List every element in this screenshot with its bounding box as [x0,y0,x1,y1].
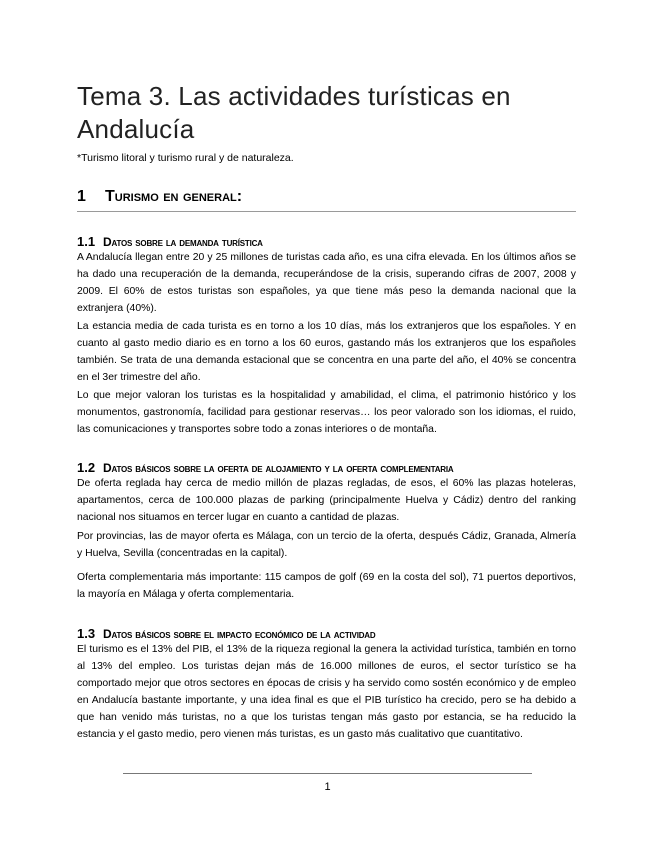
paragraph: De oferta reglada hay cerca de medio millón de plazas regladas, de esos, el 60% las plazas hoteleras, apartamentos, cerca de 100.000 plazas de parking (principalmente Huelva y Cádiz) dentro del ranking nacional nos situamos en tercer lugar en cuanto a cantidad de plazas. [77,478,576,523]
subsection-number: 1.2 [77,460,96,475]
subsection-heading-1-1 [77,234,263,250]
page-number: 1 [324,781,331,793]
section-number: 1 [77,188,86,205]
paragraph: Oferta complementaria más importante: 115 campos de golf (69 en la costa del sol), 71 puertos deportivos, la mayoría en Málaga y oferta complementaria. [77,572,576,600]
footer-divider [123,773,532,774]
paragraph: Por provincias, las de mayor oferta es Málaga, con un tercio de la oferta, después Cádiz, Granada, Almería y Huelva, Sevilla (concentradas en la capital). [77,531,576,559]
paragraph: La estancia media de cada turista es en torno a los 10 días, más los extranjeros que los españoles. Y en cuanto al gasto medio diario es en torno a los 60 euros, gastando más los extranjeros que los españoles también. Se trata de una demanda estacional que se concentra en una parte del año, el 40% se concentra en el 3er trimestre del año. [77,321,576,383]
document-title: Tema 3. Las actividades turísticas en Andalucía [77,81,511,144]
subsection-title: Datos básicos sobre el impacto económico de la actividad [103,627,376,641]
subsection-number: 1.3 [77,626,96,641]
paragraph: Lo que mejor valoran los turistas es la hospitalidad y amabilidad, el clima, el patrimonio histórico y los monumentos, gastronomía, facilidad para gestionar reservas… los peor valorado son los idiomas, el ruido, las comunicaciones y transportes sobre todo a zonas interiores o de montaña. [77,390,576,435]
paragraph: El turismo es el 13% del PIB, el 13% de la riqueza regional la genera la actividad turística, también en torno al 13% del empleo. Los turistas dejan más de 16.000 millones de euros, el sector turístico se ha comportado mejor que otros sectores en épocas de crisis y ha servido como sostén económico y de empleo en Andalucía bastante importante, y una idea final es que el PIB turístico ha crecido, pero se ha debido a que han venido más turistas, no a que los turistas tengan más gasto por estancia, se ha reducido la estancia y el gasto medio, pero vienen más turistas, es un gasto más cualitativo que cuantitativo. [77,644,576,740]
document-subtitle: *Turismo litoral y turismo rural y de naturaleza. [77,152,294,164]
subsection-heading-1-3 [77,626,375,642]
subsection-title: Datos básicos sobre la oferta de alojamiento y la oferta complementaria [103,461,454,475]
section-heading-1 [77,187,576,212]
subsection-heading-1-2 [77,460,453,476]
section-title: Turismo en general: [105,188,243,205]
paragraph: A Andalucía llegan entre 20 y 25 millones de turistas cada año, es una cifra elevada. En los últimos años se ha dado una recuperación de la demanda, recuperándose de la crisis, superando cifras de 2007, 2008 y 2009. El 60% de estos turistas son españoles, ya que tiene más peso la demanda nacional que la extranjera (40%). [77,252,576,314]
subsection-number: 1.1 [77,234,96,249]
subsection-title: Datos sobre la demanda turística [103,235,263,249]
